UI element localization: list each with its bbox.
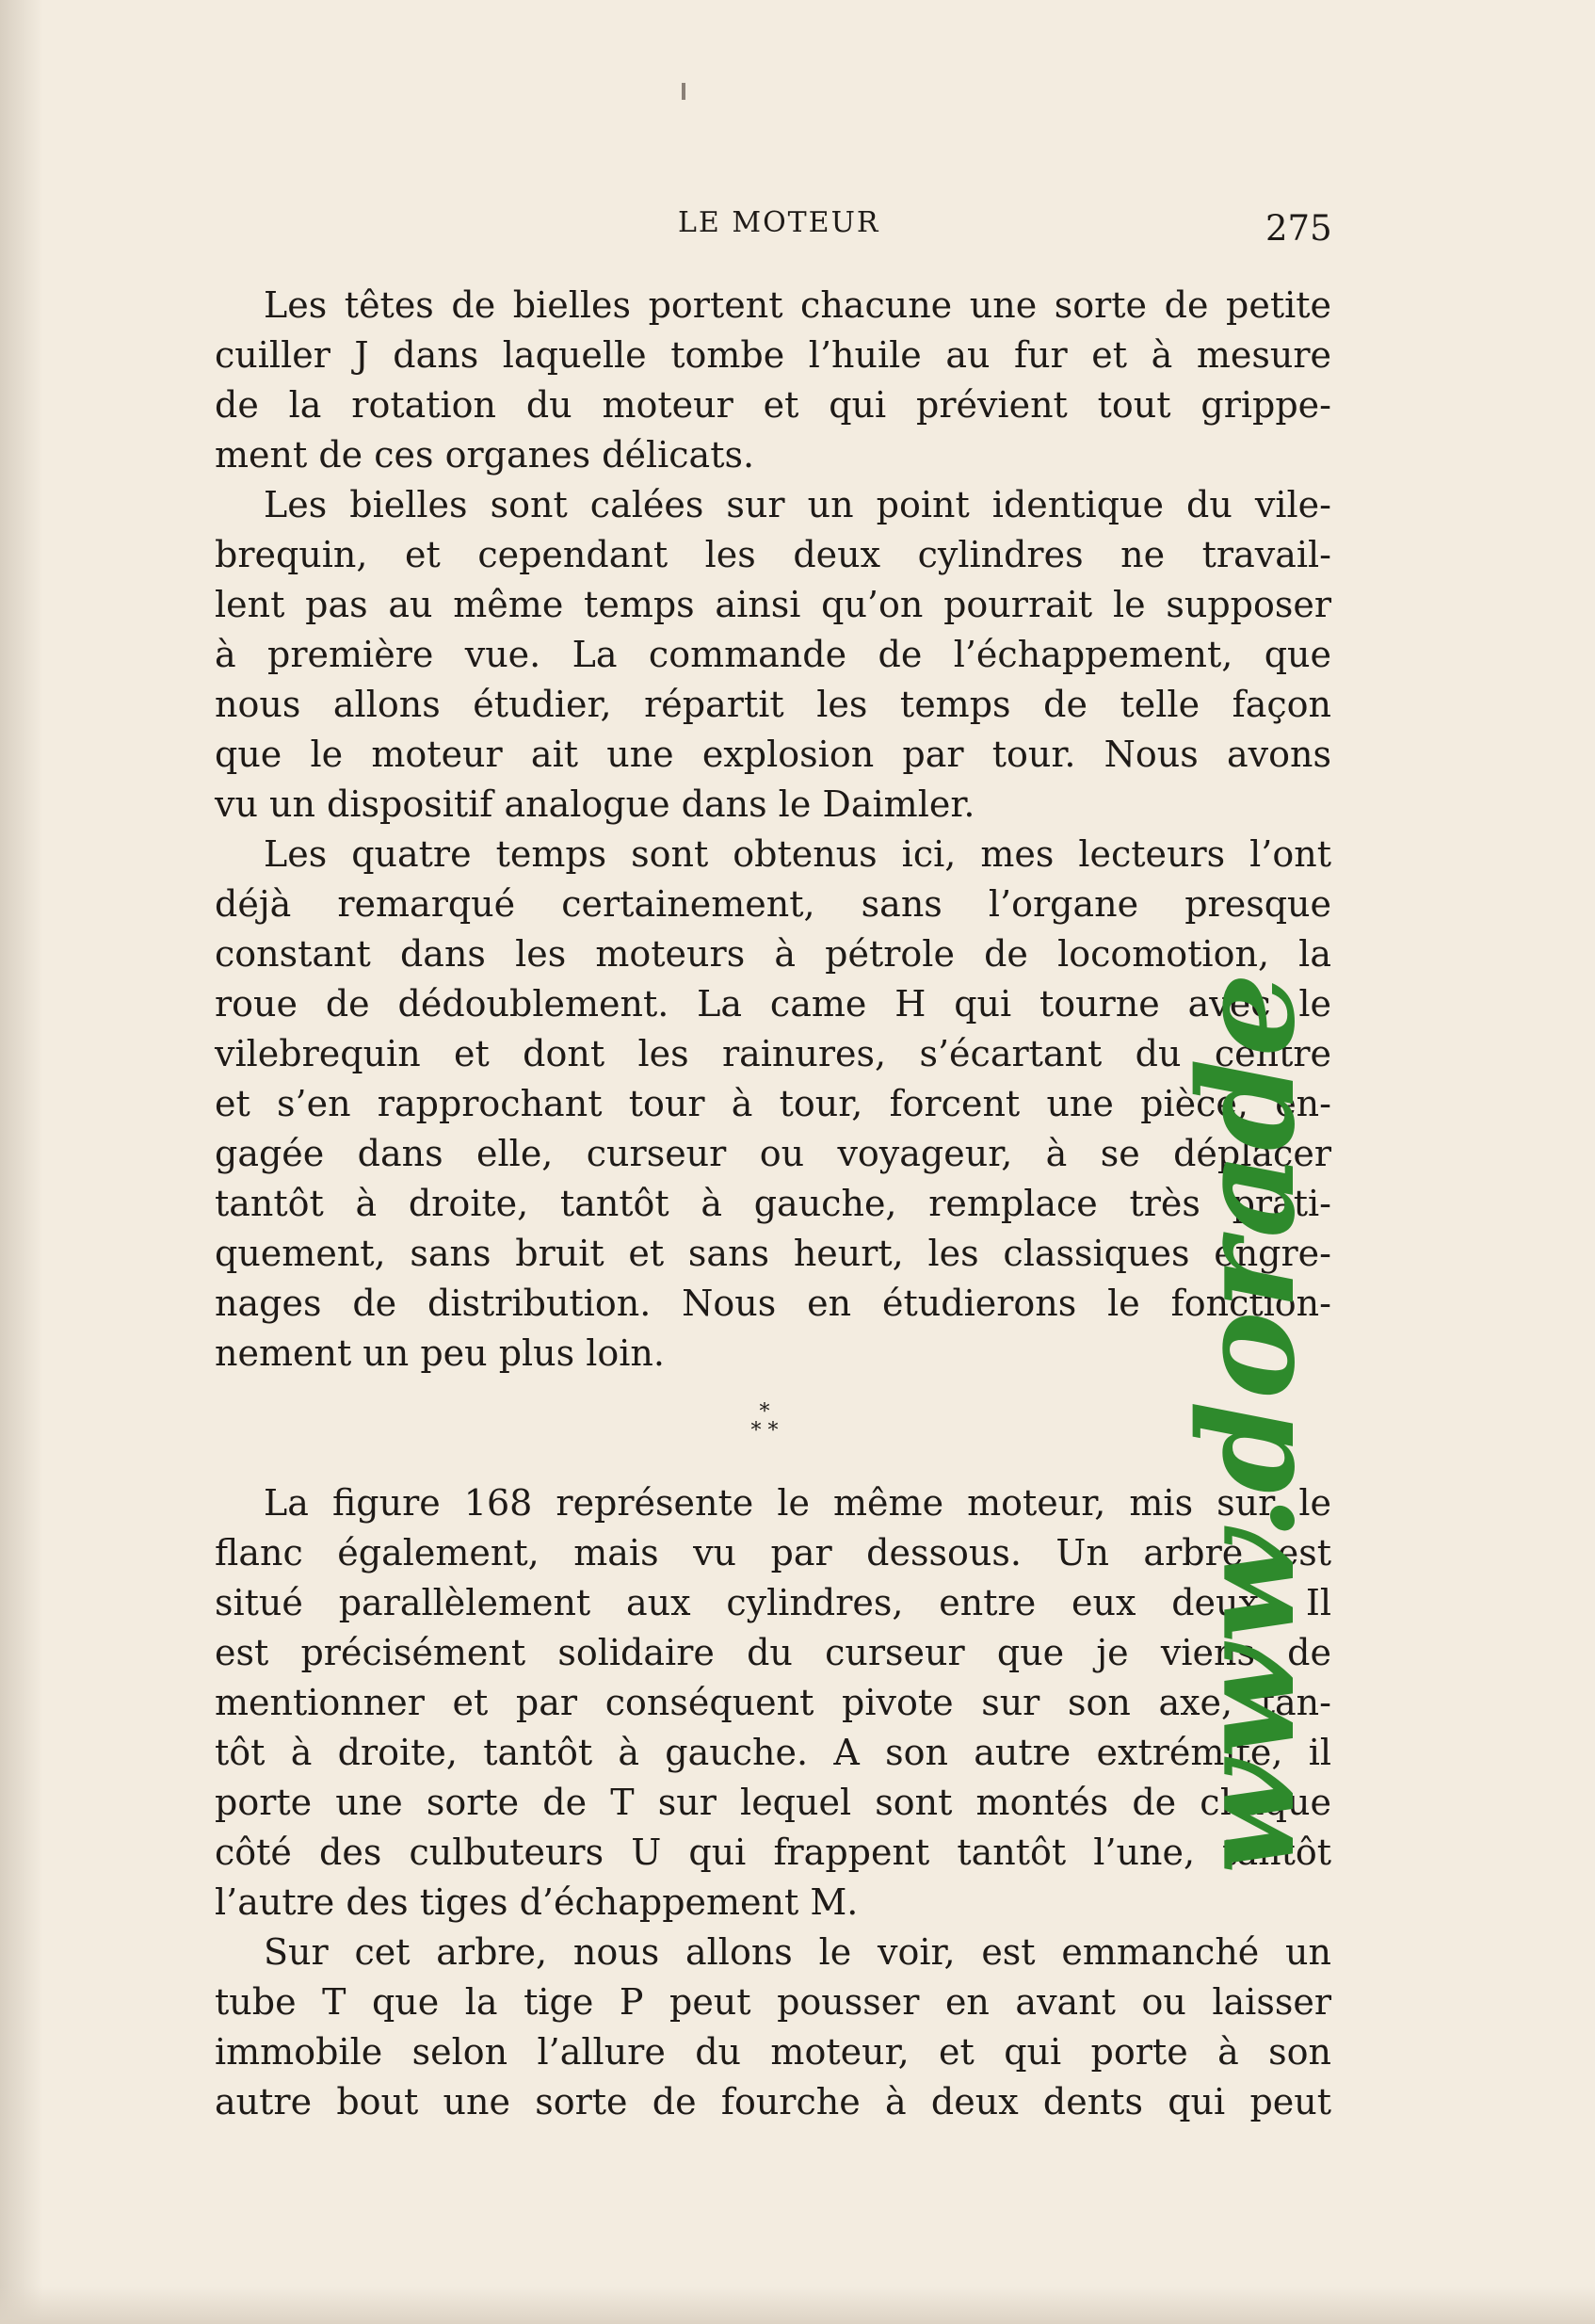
page-left-shadow: [0, 0, 43, 2324]
asterism-top: *: [759, 1400, 770, 1424]
text-line: Les quatre temps sont obtenus ici, mes lecteurs l’ont: [264, 833, 1331, 875]
text-line: côté des culbuteurs U qui frappent tantôt l’une, tantôt: [215, 1832, 1331, 1873]
page-bottom-shadow: [0, 2286, 1595, 2324]
text-line: situé parallèlement aux cylindres, entre eux deux. Il: [215, 1582, 1331, 1623]
text-line: brequin, et cependant les deux cylindres ne travail-: [215, 534, 1331, 575]
text-line: immobile selon l’allure du moteur, et qui porte à son: [215, 2031, 1331, 2073]
text-line: que le moteur ait une explosion par tour. Nous avons: [215, 734, 1331, 775]
text-line: gagée dans elle, curseur ou voyageur, à se déplacer: [215, 1133, 1331, 1174]
text-line: ment de ces organes délicats.: [215, 434, 755, 476]
page-number: 275: [1265, 208, 1332, 249]
text-line: vu un dispositif analogue dans le Daimler.: [215, 783, 975, 825]
text-line: constant dans les moteurs à pétrole de locomotion, la: [215, 933, 1331, 975]
text-line: Les bielles sont calées sur un point identique du vile-: [264, 484, 1331, 525]
watermark: www.dorade: [1170, 971, 1325, 1874]
section-separator: [198, 1379, 1331, 1478]
text-line: tôt à droite, tantôt à gauche. A son autre extrémité, il: [215, 1732, 1331, 1773]
text-line: roue de dédoublement. La came H qui tourne avec le: [215, 983, 1331, 1025]
paragraph: [215, 830, 1331, 1379]
text-line: nages de distribution. Nous en étudierons le fonction-: [215, 1283, 1331, 1324]
text-line: l’autre des tiges d’échappement M.: [215, 1881, 859, 1923]
text-line: porte une sorte de T sur lequel sont montés de chaque: [215, 1782, 1331, 1823]
text-line: La figure 168 représente le même moteur, mis sur le: [264, 1482, 1331, 1524]
paragraph: [215, 281, 1331, 480]
running-title: LE MOTEUR: [678, 206, 880, 239]
paragraph: [215, 1928, 1331, 2127]
paragraph: [215, 1478, 1331, 1928]
text-line: cuiller J dans laquelle tombe l’huile au fur et à mesure: [215, 334, 1331, 376]
text-line: Les têtes de bielles portent chacune une sorte de petite: [264, 284, 1331, 326]
text-line: est précisément solidaire du curseur que je viens de: [215, 1632, 1331, 1673]
text-line: autre bout une sorte de fourche à deux dents qui peut: [215, 2081, 1331, 2122]
text-line: vilebrequin et dont les rainures, s’écartant du centre: [215, 1033, 1331, 1074]
body-text: [215, 281, 1331, 2127]
asterism-bottom: * *: [750, 1419, 779, 1443]
text-line: et s’en rapprochant tour à tour, forcent une pièce, en-: [215, 1083, 1331, 1124]
text-line: déjà remarqué certainement, sans l’organe presque: [215, 883, 1331, 925]
paragraph: [215, 480, 1331, 830]
text-line: quement, sans bruit et sans heurt, les classiques engre-: [215, 1233, 1331, 1274]
text-line: mentionner et par conséquent pivote sur son axe, tan-: [215, 1682, 1331, 1723]
text-line: nement un peu plus loin.: [215, 1332, 665, 1374]
text-line: lent pas au même temps ainsi qu’on pourrait le supposer: [215, 584, 1331, 625]
text-line: flanc également, mais vu par dessous. Un arbre est: [215, 1532, 1331, 1574]
text-line: de la rotation du moteur et qui prévient tout grippe-: [215, 384, 1331, 426]
paper-speck: [682, 83, 685, 100]
text-line: Sur cet arbre, nous allons le voir, est emmanché un: [264, 1931, 1331, 1973]
text-line: tantôt à droite, tantôt à gauche, remplace très prati-: [215, 1183, 1331, 1224]
text-line: tube T que la tige P peut pousser en avant ou laisser: [215, 1981, 1331, 2023]
text-line: nous allons étudier, répartit les temps de telle façon: [215, 684, 1331, 725]
text-line: à première vue. La commande de l’échappement, que: [215, 634, 1331, 675]
